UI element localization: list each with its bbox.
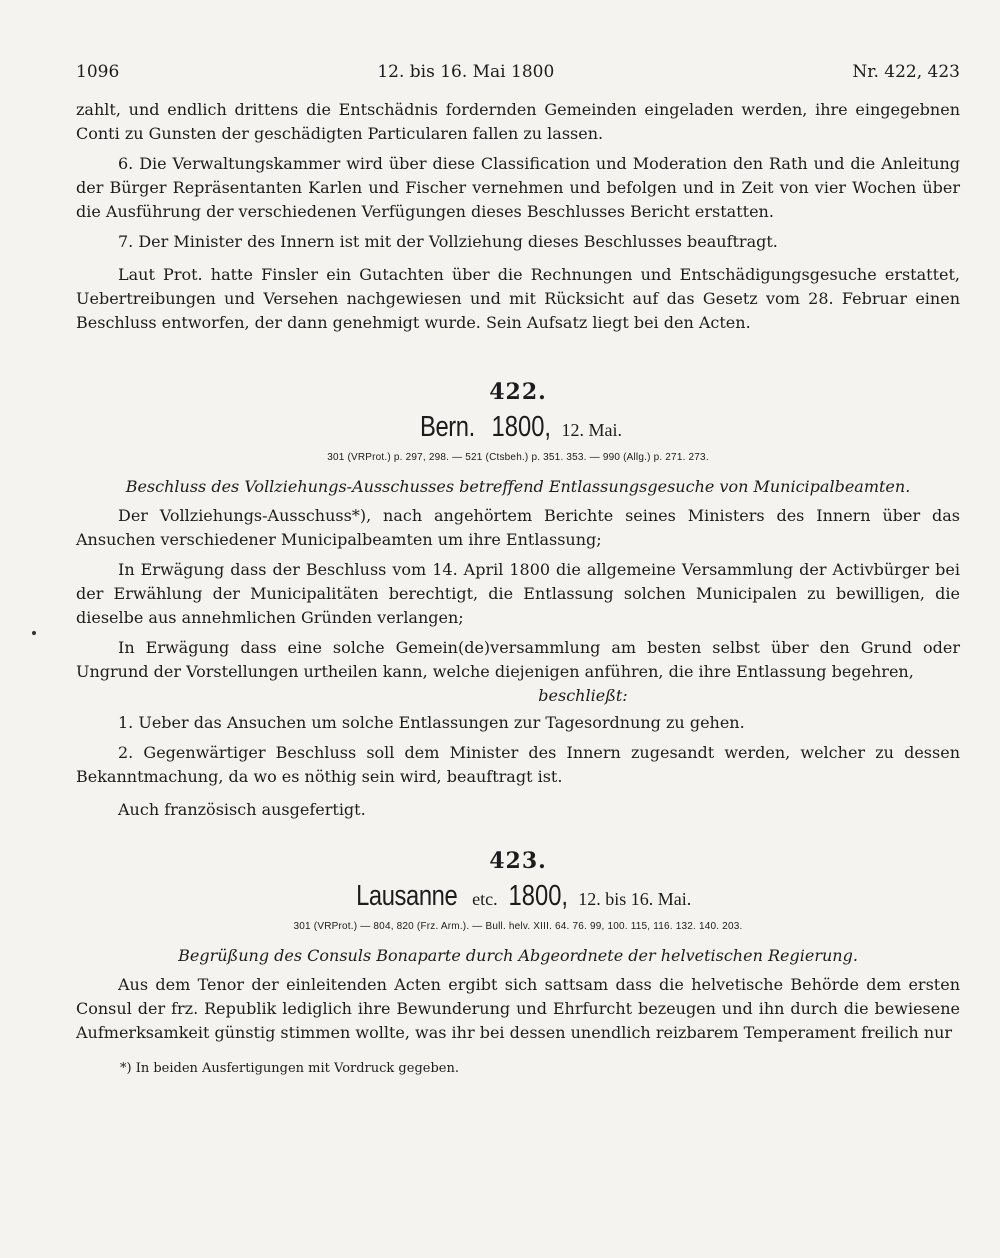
doc-423-place: Lausanne <box>355 880 458 912</box>
doc-422-paragraph-5: 2. Gegenwärtiger Beschluss soll dem Minister des Innern zugesandt werden, welcher zu dessen Bekanntmachung, da wo es nöthig sein wird, beauftragt ist. <box>76 743 960 786</box>
doc-422-year: 1800, <box>491 411 551 443</box>
doc-422-day: 12. Mai. <box>561 420 622 440</box>
doc-422-paragraph-1: Der Vollziehungs-Ausschuss*), nach angehörtem Berichte seines Ministers des Innern über das Ansuchen verschiedener Municipalbeamten um ihre Entlassung; <box>76 506 960 549</box>
footnote: *) In beiden Ausfertigungen mit Vordruck gegeben. <box>120 1061 459 1076</box>
doc-422-sources: 301 (VRProt.) p. 297, 298. — 521 (Ctsbeh.) p. 351. 353. — 990 (Allg.) p. 271. 273. <box>327 452 709 463</box>
doc-422-title: Beschluss des Vollziehungs-Ausschusses betreffend Entlassungsgesuche von Municipalbeamten. <box>125 477 911 496</box>
running-head <box>76 62 960 82</box>
doc-423-paragraph-1: Aus dem Tenor der einleitenden Acten ergibt sich sattsam dass die helvetische Behörde dem ersten Consul der frz. Republik lediglich ihre Bewunderung und Ehrfurcht bezeugen und ihn durch die bewiesene Aufmerksamkeit günstig stimmen wollte, was ihr bei dessen unendlich reizbarem Temperament freilich nur <box>76 975 960 1042</box>
date-range: 12. bis 16. Mai 1800 <box>377 62 555 82</box>
doc-423-title: Begrüßung des Consuls Bonaparte durch Abgeordnete der helvetischen Regierung. <box>178 946 858 965</box>
doc-423-year: 1800, <box>508 880 568 912</box>
doc-423-place-date <box>76 880 960 913</box>
doc-422-resolution-marker: beschließt: <box>538 686 628 705</box>
page-number: 1096 <box>76 62 120 82</box>
doc-422-paragraph-6: Auch französisch ausgefertigt. <box>118 800 366 819</box>
intro-paragraph-1: zahlt, und endlich drittens die Entschädnis fordernden Gemeinden eingeladen werden, ihre eingegebnen Conti zu Gunsten der geschädigten Particularen fallen zu lassen. <box>76 100 960 143</box>
doc-422-paragraph-2: In Erwägung dass der Beschluss vom 14. April 1800 die allgemeine Versammlung der Activbürger bei der Erwählung der Municipalitäten berechtigt, die Entlassung solchen Municipalen zu bewilligen, die dieselbe aus annehmlichen Gründen verlangen; <box>76 560 960 627</box>
doc-422-paragraph-4: 1. Ueber das Ansuchen um solche Entlassungen zur Tagesordnung zu gehen. <box>118 713 745 732</box>
intro-paragraph-4: Laut Prot. hatte Finsler ein Gutachten über die Rechnungen und Entschädigungsgesuche erstattet, Uebertreibungen und Versehen nachgewiesen und mit Rücksicht auf das Gesetz vom 28. Februar einen Beschluss entworfen, der dann genehmigt wurde. Sein Aufsatz liegt bei den Acten. <box>76 265 960 332</box>
doc-422-paragraph-3: In Erwägung dass eine solche Gemein(de)versammlung am besten selbst über den Grund oder Ungrund der Vorstellungen urtheilen kann, welche diejenigen anführen, die ihre Entlassung begehren, <box>76 638 960 681</box>
doc-422-place-date <box>76 411 960 444</box>
intro-paragraph-3: 7. Der Minister des Innern ist mit der Vollziehung dieses Beschlusses beauftragt. <box>118 232 778 251</box>
margin-dot <box>32 631 36 635</box>
doc-423-etc: etc. <box>472 889 498 909</box>
doc-422-number: 422. <box>489 379 547 405</box>
document-numbers: Nr. 422, 423 <box>852 62 960 82</box>
doc-422-place: Bern. <box>420 411 475 443</box>
intro-paragraph-2: 6. Die Verwaltungskammer wird über diese Classification und Moderation den Rath und die Anleitung der Bürger Repräsentanten Karlen und Fischer vernehmen und befolgen und in Zeit von vier Wochen über die Ausführung der verschiedenen Verfügungen dieses Beschlusses Bericht erstatten. <box>76 154 960 221</box>
doc-423-number: 423. <box>489 848 547 874</box>
doc-423-day: 12. bis 16. Mai. <box>578 889 692 909</box>
doc-423-sources: 301 (VRProt.) — 804, 820 (Frz. Arm.). — Bull. helv. XIII. 64. 76. 99, 100. 115, 116. 132. 140. 203. <box>293 921 743 932</box>
